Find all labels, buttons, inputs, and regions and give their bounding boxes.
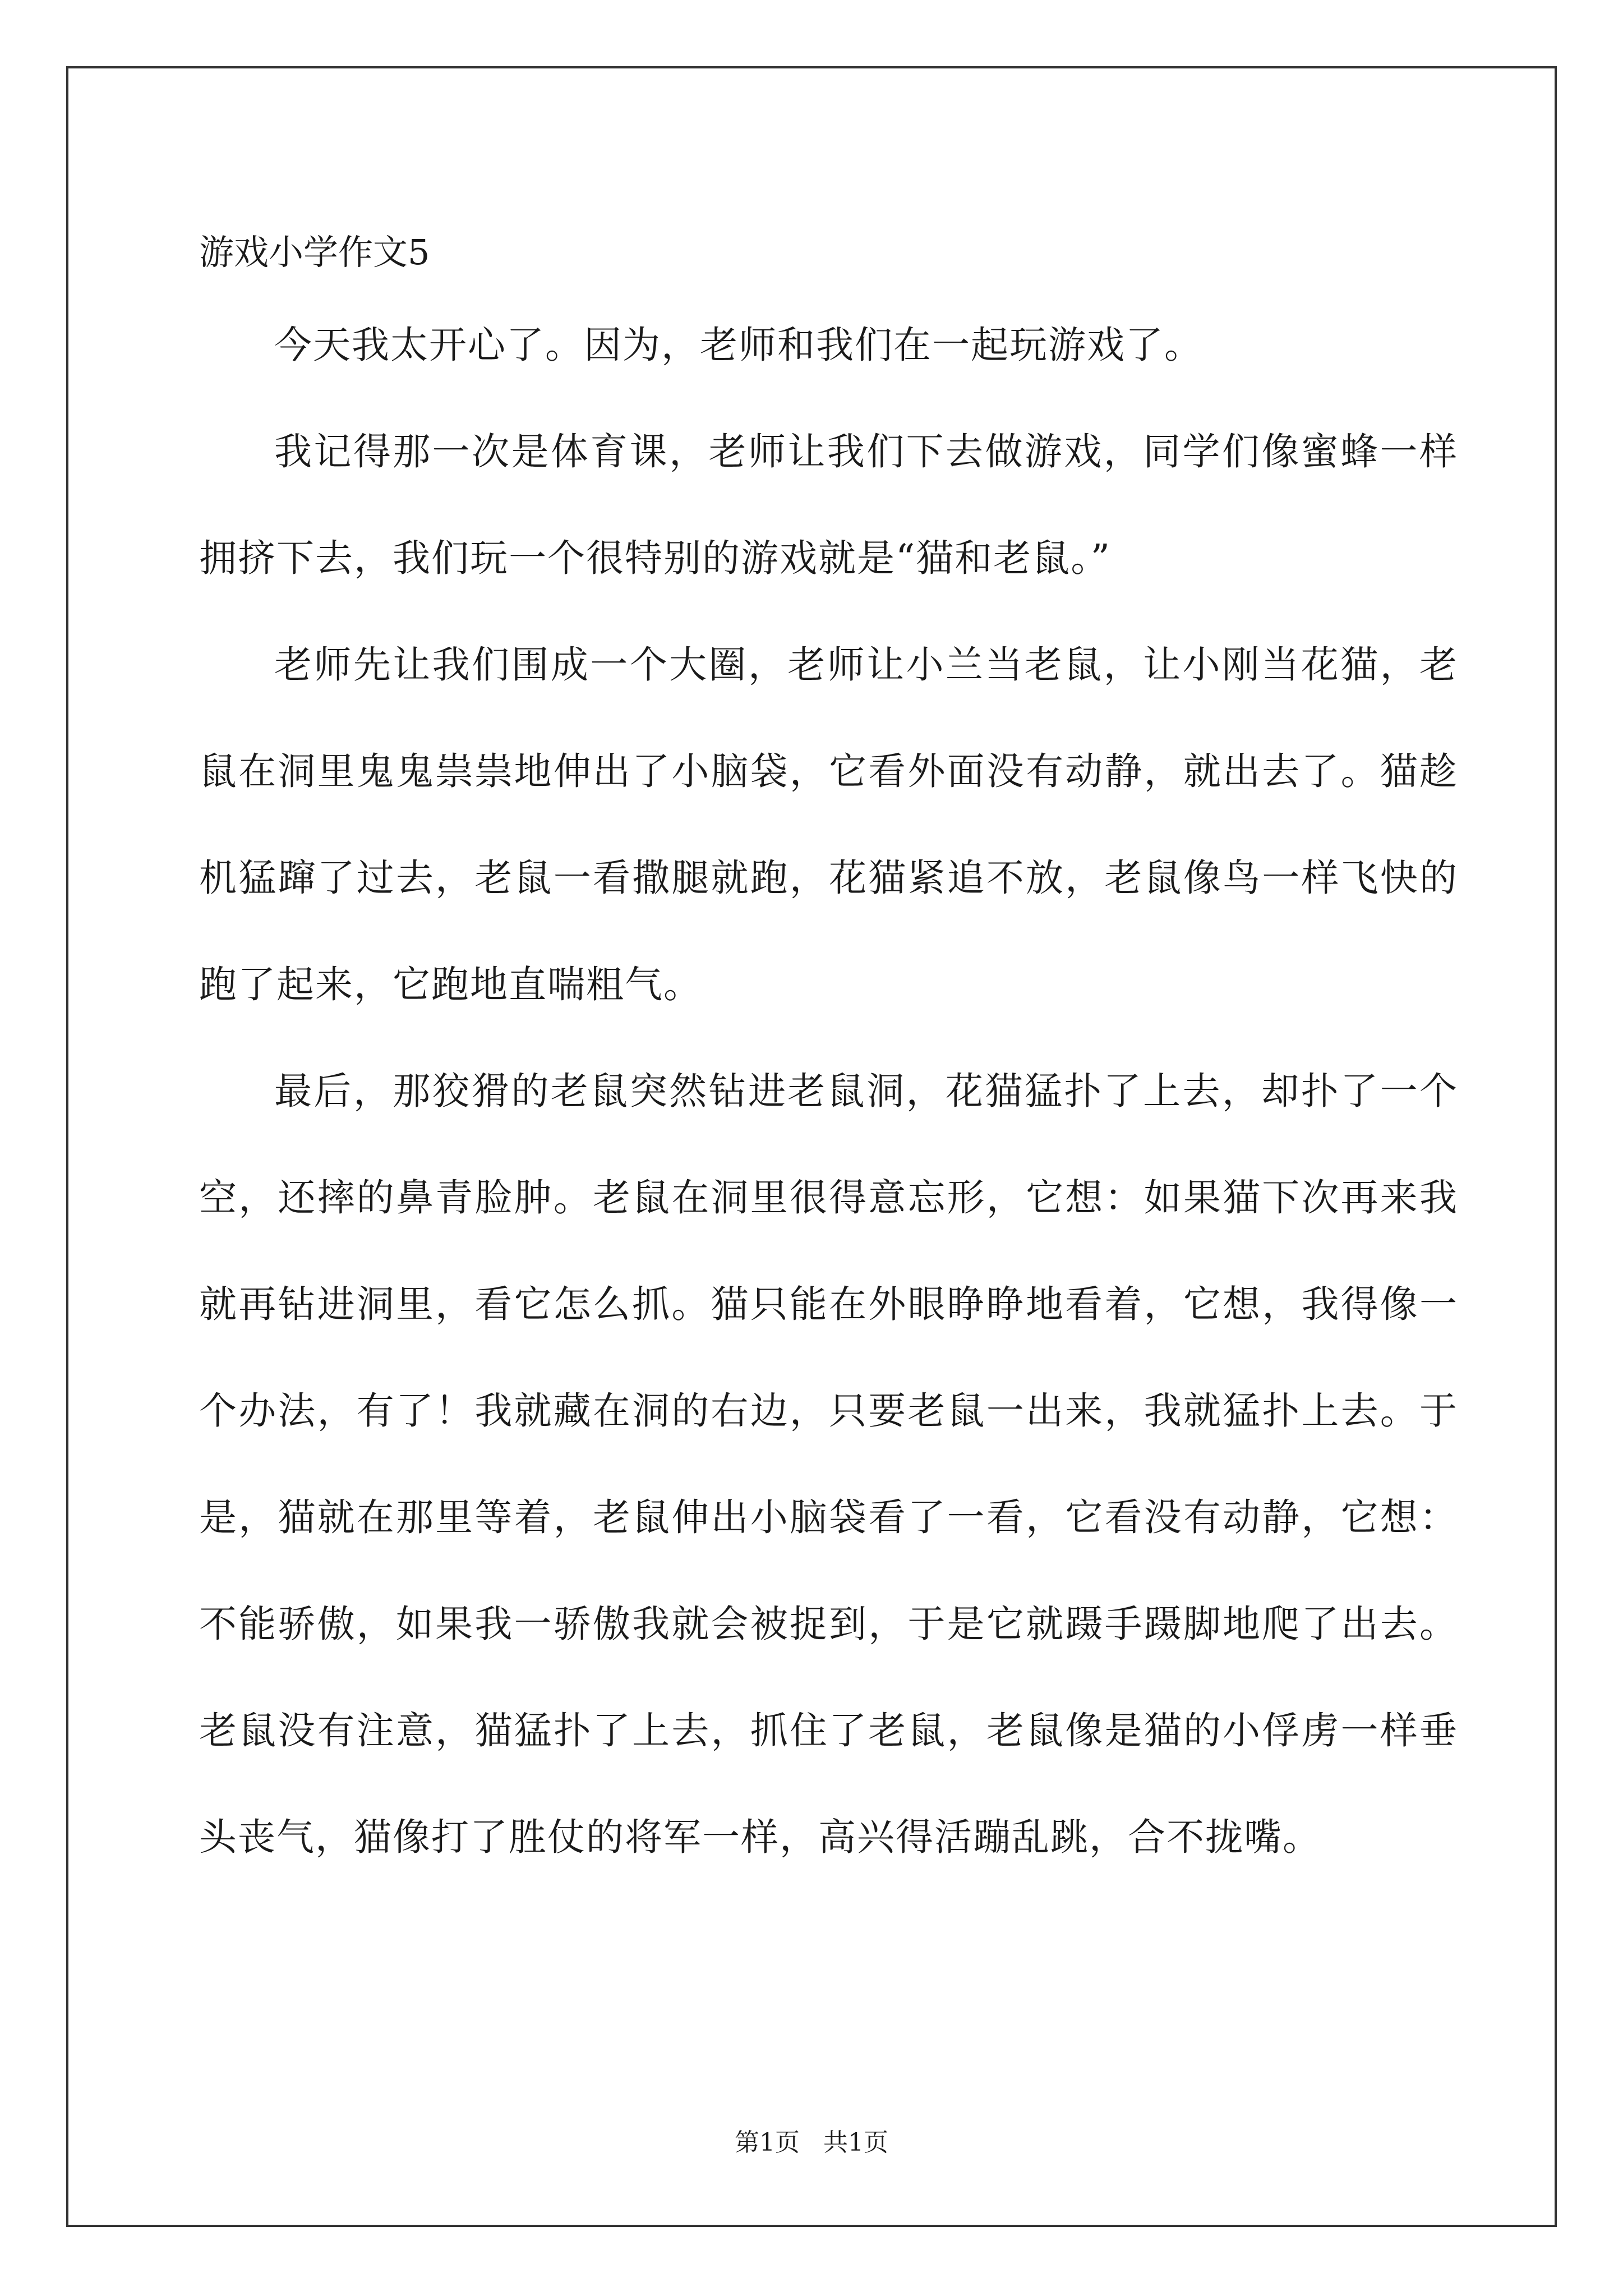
paragraph-4: 最后，那狡猾的老鼠突然钻进老鼠洞，花猫猛扑了上去，却扑了一个空，还摔的鼻青脸肿。老鼠在洞里很得意忘形，它想：如果猫下次再来我就再钻进洞里，看它怎么抓。猫只能在外眼睁睁地看着，它想，我得像一个办法，有了！我就藏在洞的右边，只要老鼠一出来，我就猛扑上去。于是，猫就在那里等着，老鼠伸出小脑袋看了一看，它看没有动静，它想：不能骄傲，如果我一骄傲我就会被捉到，于是它就蹑手蹑脚地爬了出去。老鼠没有注意，猫猛扑了上去，抓住了老鼠，老鼠像是猫的小俘虏一样垂头丧气，猫像打了胜仗的将军一样，高兴得活蹦乱跳，合不拢嘴。 [199, 1069, 1458, 1859]
page-footer [0, 2126, 1623, 2160]
document-body [199, 213, 1458, 1890]
paragraph-1: 今天我太开心了。因为，老师和我们在一起玩游戏了。 [274, 323, 1203, 367]
page-total: 共1页 [823, 2128, 888, 2157]
footer-separator [800, 2128, 823, 2157]
paragraph-2: 我记得那一次是体育课，老师让我们下去做游戏，同学们像蜜蜂一样拥挤下去，我们玩一个很特别的游戏就是“猫和老鼠。” [199, 430, 1458, 580]
paragraph-3: 老师先让我们围成一个大圈，老师让小兰当老鼠，让小刚当花猫，老鼠在洞里鬼鬼祟祟地伸出了小脑袋，它看外面没有动静，就出去了。猫趁机猛蹿了过去，老鼠一看撒腿就跑，花猫紧追不放，老鼠像鸟一样飞快的跑了起来，它跑地直喘粗气。 [199, 643, 1458, 1006]
page-number: 第1页 [735, 2128, 800, 2157]
document-title: 游戏小学作文5 [199, 232, 430, 273]
